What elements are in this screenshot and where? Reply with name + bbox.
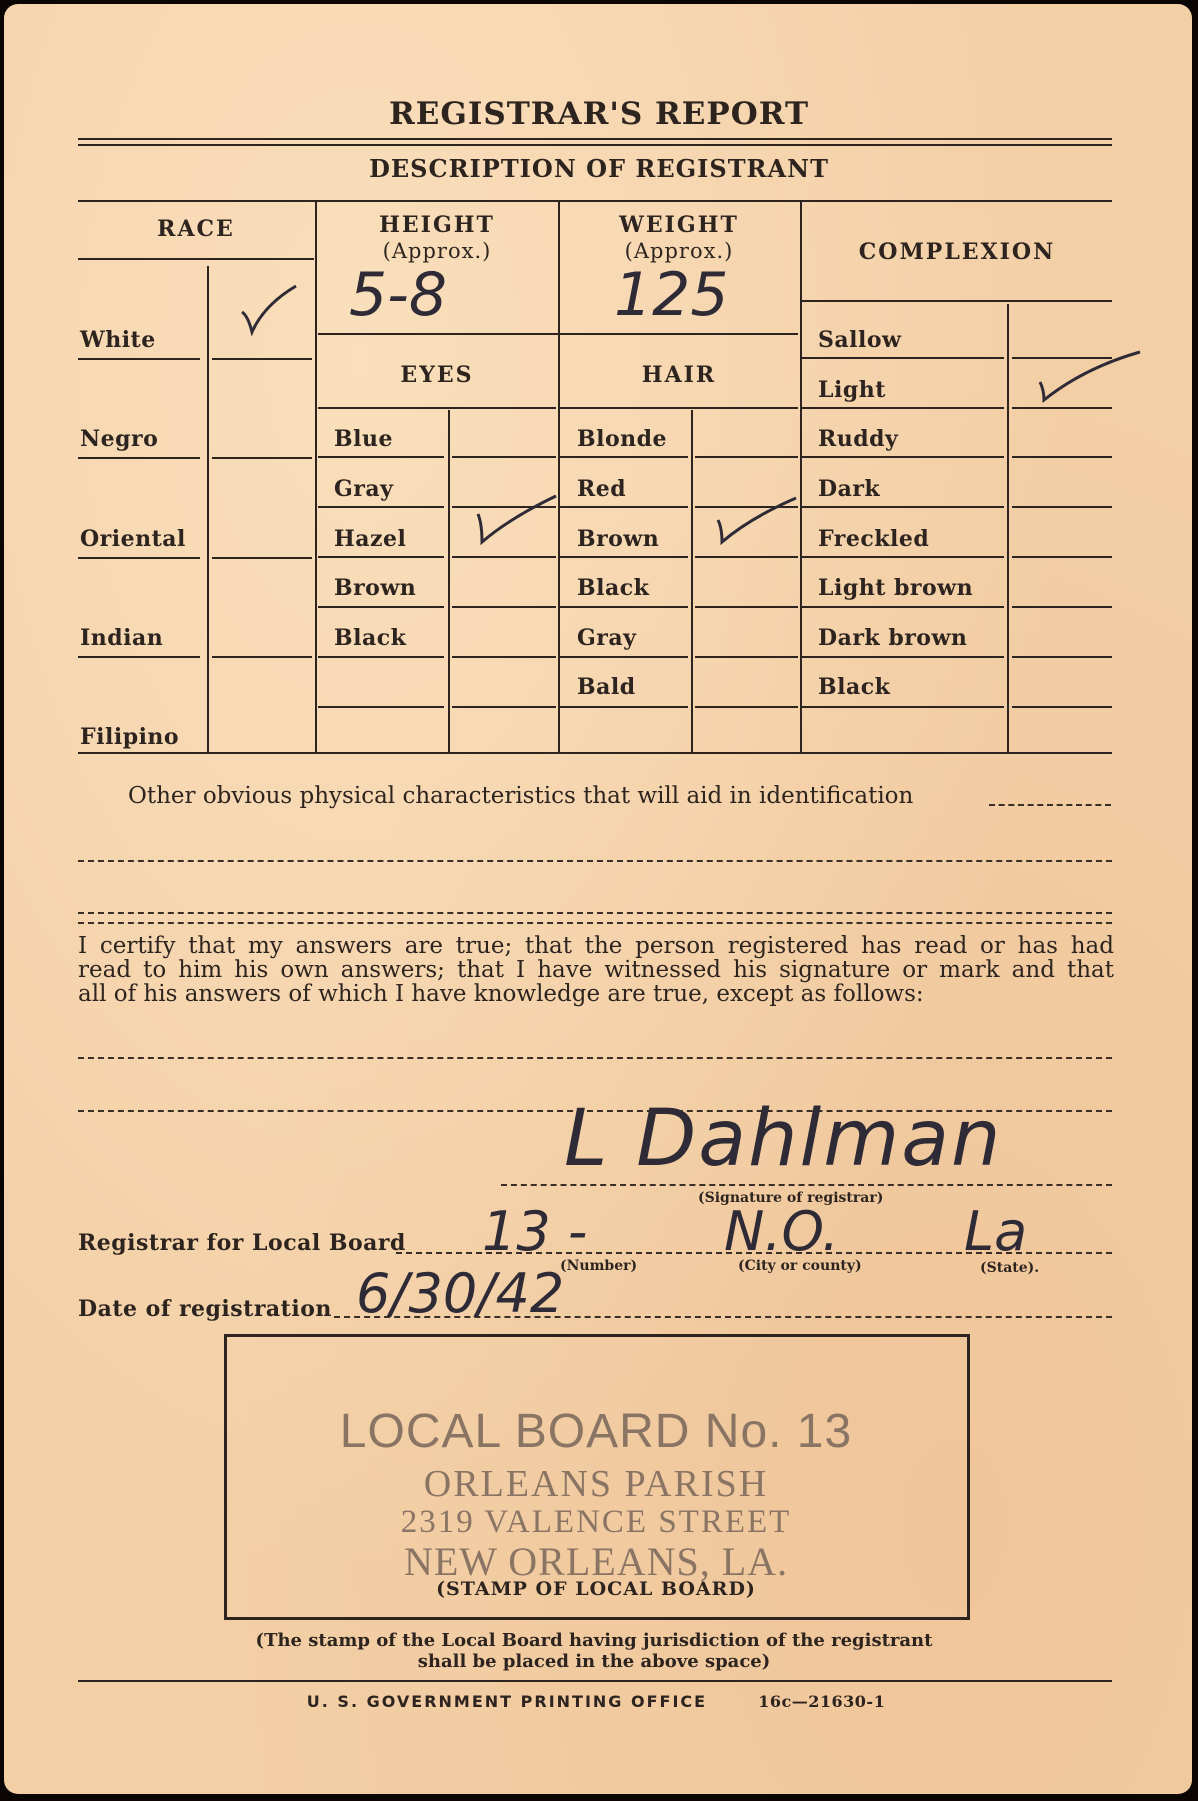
- complexion-row-rule: [1012, 506, 1112, 508]
- race-white-label: White: [80, 327, 156, 353]
- hair-row-rule: [560, 606, 688, 608]
- eyes-brown-label: Brown: [334, 575, 417, 601]
- complexion-row-rule: [802, 506, 1004, 508]
- footer-text: [78, 1692, 1114, 1711]
- exceptions-line: [78, 1057, 1112, 1059]
- state-caption: (State).: [980, 1260, 1040, 1276]
- complexion-dark-label: Dark: [818, 476, 881, 502]
- hair-row-rule: [695, 706, 798, 708]
- stamp-note-line-2: shall be placed in the above space): [417, 1651, 771, 1672]
- hair-row-rule: [560, 506, 688, 508]
- stamp-city: NEW ORLEANS, LA.: [403, 1539, 789, 1584]
- complexion-header-rule: [802, 300, 1112, 302]
- other-characteristics-label: Other obvious physical characteristics that will aid in identification: [128, 783, 914, 809]
- hair-row-rule: [695, 456, 798, 458]
- other-characteristics-line: [989, 804, 1111, 806]
- race-row-rule: [78, 358, 200, 360]
- race-row-rule: [212, 457, 312, 459]
- weight-approx: (Approx.): [624, 239, 734, 263]
- eyes-header: EYES: [400, 362, 474, 388]
- certification-line-1: I certify that my answers are true; that the person registered has read or has had: [78, 933, 1114, 959]
- height-header: HEIGHT: [379, 212, 495, 238]
- race-row-rule: [212, 557, 312, 559]
- local-board-label: Registrar for Local Board: [78, 1230, 406, 1256]
- hair-brown-label: Brown: [577, 526, 660, 552]
- complexion-ruddy-label: Ruddy: [818, 426, 899, 452]
- race-row-rule: [78, 656, 200, 658]
- complexion-row-rule: [1012, 706, 1112, 708]
- eyes-blue-label: Blue: [334, 426, 393, 452]
- hair-row-rule: [560, 456, 688, 458]
- eyes-row-rule: [318, 506, 444, 508]
- eyes-row-rule: [318, 706, 444, 708]
- eyes-row-rule: [318, 656, 444, 658]
- eyes-header-rule: [318, 407, 556, 409]
- complexion-row-rule: [802, 357, 1004, 359]
- complexion-row-rule: [1012, 606, 1112, 608]
- race-white-checkmark-icon: [234, 280, 304, 340]
- hair-brown-checkmark-icon: [710, 492, 800, 552]
- hw-rule: [318, 333, 798, 335]
- signature-caption: (Signature of registrar): [698, 1190, 884, 1206]
- printing-office: U. S. GOVERNMENT PRINTING OFFICE: [306, 1692, 708, 1711]
- race-row-rule: [78, 457, 200, 459]
- eyes-row-rule: [452, 656, 556, 658]
- table-bottom-rule: [78, 752, 1112, 754]
- hair-blonde-label: Blonde: [577, 426, 668, 452]
- hair-header-rule: [560, 407, 798, 409]
- complexion-check-divider: [1007, 304, 1009, 752]
- other-characteristics-line: [78, 860, 1112, 862]
- height-value: 5-8: [349, 260, 447, 330]
- complexion-freckled-label: Freckled: [818, 526, 930, 552]
- complexion-row-rule: [802, 407, 1004, 409]
- page-title: REGISTRAR'S REPORT: [388, 96, 810, 132]
- col-divider: [800, 202, 802, 752]
- complexion-light-brown-label: Light brown: [818, 575, 974, 601]
- other-characteristics-line: [78, 912, 1112, 914]
- signature-line: [501, 1184, 1112, 1186]
- board-state-value: La: [964, 1200, 1028, 1263]
- registrar-signature: L Dahlman: [564, 1094, 1003, 1184]
- hair-row-rule: [695, 656, 798, 658]
- hair-gray-label: Gray: [577, 625, 637, 651]
- hair-check-divider: [691, 410, 693, 752]
- certification-text: [78, 934, 1114, 1006]
- complexion-row-rule: [1012, 456, 1112, 458]
- complexion-dark-brown-label: Dark brown: [818, 625, 968, 651]
- stamp-note-line-1: (The stamp of the Local Board having jurisdiction of the registrant: [255, 1630, 933, 1651]
- hair-header: HAIR: [641, 362, 717, 388]
- complexion-black-label: Black: [818, 674, 891, 700]
- complexion-row-rule: [802, 606, 1004, 608]
- weight-value: 125: [614, 260, 729, 330]
- eyes-black-label: Black: [334, 625, 407, 651]
- date-value: 6/30/42: [356, 1262, 565, 1325]
- eyes-row-rule: [318, 606, 444, 608]
- complexion-row-rule: [802, 556, 1004, 558]
- race-header-rule: [78, 258, 314, 260]
- weight-header: WEIGHT: [619, 212, 739, 238]
- hair-row-rule: [560, 656, 688, 658]
- board-city-value: N.O.: [724, 1200, 840, 1263]
- race-row-rule: [78, 557, 200, 559]
- race-oriental-label: Oriental: [80, 526, 186, 552]
- eyes-row-rule: [452, 706, 556, 708]
- col-divider: [558, 202, 560, 752]
- eyes-row-rule: [452, 556, 556, 558]
- eyes-row-rule: [318, 456, 444, 458]
- complexion-row-rule: [1012, 656, 1112, 658]
- stamp-street: 2319 VALENCE STREET: [400, 1504, 792, 1540]
- race-header: RACE: [157, 216, 235, 242]
- height-approx: (Approx.): [382, 239, 492, 263]
- stamp-note: [154, 1630, 1034, 1672]
- footer-rule: [78, 1680, 1112, 1682]
- hair-bald-label: Bald: [577, 674, 636, 700]
- complexion-row-rule: [802, 706, 1004, 708]
- eyes-hazel-label: Hazel: [334, 526, 407, 552]
- eyes-row-rule: [318, 556, 444, 558]
- certification-line-3: all of his answers of which I have knowledge are true, except as follows:: [78, 981, 924, 1007]
- race-filipino-label: Filipino: [80, 724, 180, 750]
- certification-line-2: read to him his own answers; that I have witnessed his signature or mark and that: [78, 957, 1114, 983]
- complexion-light-checkmark-icon: [1034, 348, 1144, 408]
- date-label: Date of registration: [78, 1296, 332, 1322]
- hair-black-label: Black: [577, 575, 650, 601]
- form-number: 16c—21630-1: [758, 1692, 886, 1711]
- race-row-rule: [212, 656, 312, 658]
- eyes-hazel-checkmark-icon: [470, 490, 560, 550]
- eyes-row-rule: [452, 606, 556, 608]
- race-negro-label: Negro: [80, 426, 159, 452]
- complexion-header: COMPLEXION: [858, 239, 1056, 265]
- board-number-value: 13 -: [482, 1200, 588, 1263]
- complexion-row-rule: [1012, 556, 1112, 558]
- title-rule-1: [78, 138, 1112, 140]
- hair-row-rule: [560, 706, 688, 708]
- complexion-light-label: Light: [818, 377, 886, 403]
- complexion-row-rule: [802, 456, 1004, 458]
- eyes-row-rule: [452, 456, 556, 458]
- race-row-rule: [212, 358, 312, 360]
- table-top-rule: [78, 200, 1112, 202]
- stamp-parish: ORLEANS PARISH: [423, 1463, 769, 1505]
- hair-row-rule: [695, 556, 798, 558]
- hair-row-rule: [695, 606, 798, 608]
- registrar-report-card: [4, 4, 1192, 1794]
- other-characteristics-line: [78, 922, 1112, 924]
- complexion-sallow-label: Sallow: [818, 327, 902, 353]
- number-caption: (Number): [560, 1258, 638, 1274]
- eyes-check-divider: [448, 410, 450, 752]
- eyes-gray-label: Gray: [334, 476, 394, 502]
- hair-row-rule: [560, 556, 688, 558]
- section-title: DESCRIPTION OF REGISTRANT: [369, 154, 829, 183]
- city-caption: (City or county): [738, 1258, 862, 1274]
- race-check-divider: [207, 266, 209, 752]
- race-indian-label: Indian: [80, 625, 164, 651]
- hair-red-label: Red: [577, 476, 627, 502]
- complexion-row-rule: [802, 656, 1004, 658]
- stamp-board: LOCAL BOARD No. 13: [339, 1405, 853, 1458]
- stamp-caption: (STAMP OF LOCAL BOARD): [436, 1578, 756, 1600]
- col-divider: [315, 202, 317, 752]
- title-rule-2: [78, 144, 1112, 146]
